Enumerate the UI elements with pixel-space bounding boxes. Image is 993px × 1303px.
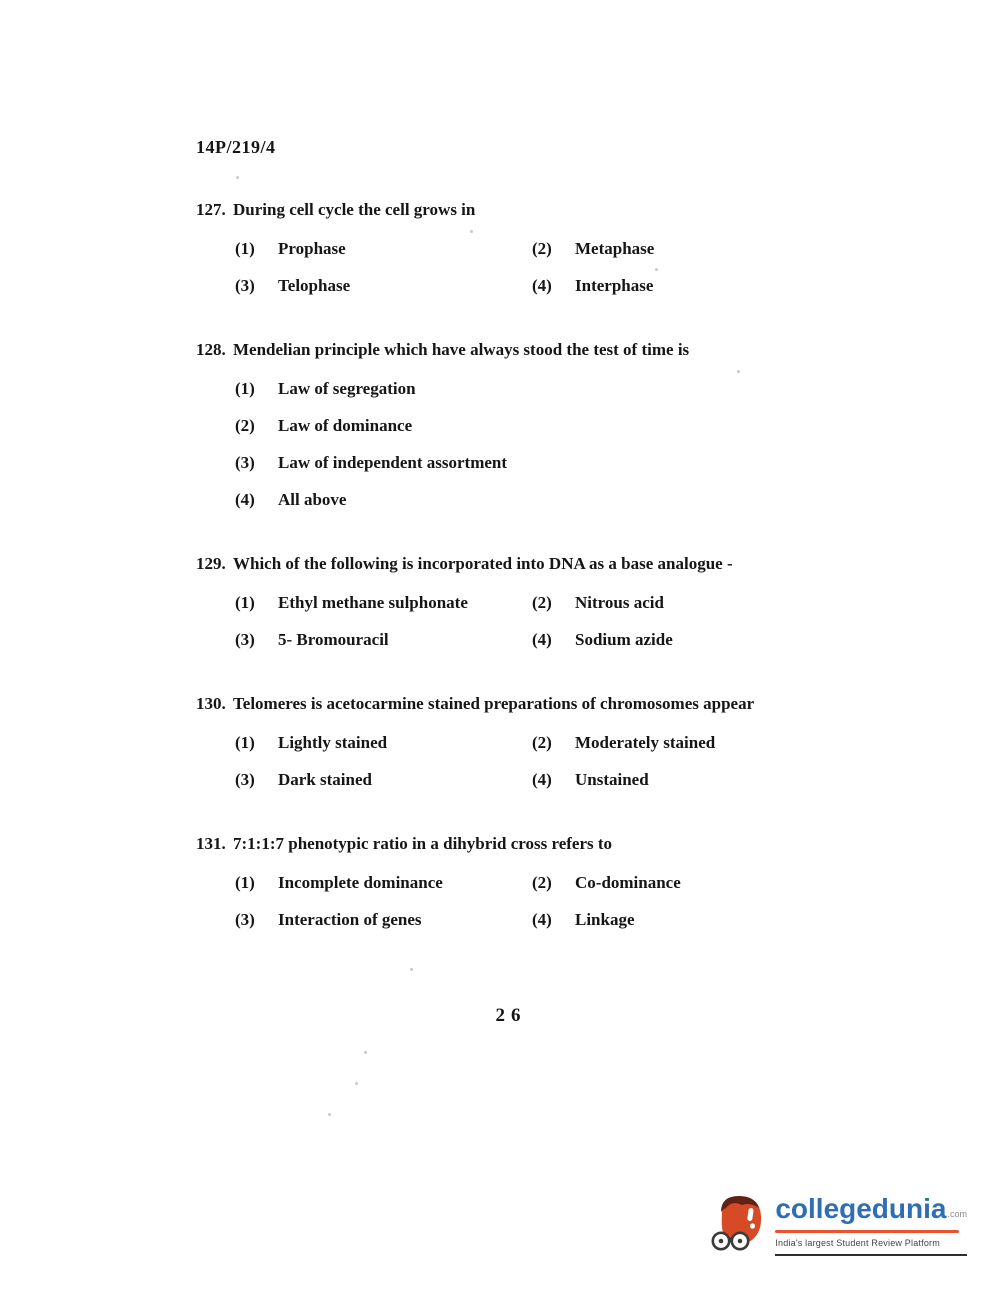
- options-list: [235, 584, 828, 658]
- option-label: (4): [532, 276, 552, 295]
- option-label: (3): [235, 453, 255, 472]
- option-label: (1): [235, 593, 255, 612]
- option-text: All above: [278, 490, 347, 509]
- option-4: [532, 761, 828, 798]
- question-130: [196, 692, 828, 798]
- option-text: Sodium azide: [575, 630, 673, 649]
- question-head: [196, 198, 828, 221]
- option-label: (3): [235, 276, 255, 295]
- option-label: (3): [235, 910, 255, 929]
- option-text: Law of segregation: [278, 379, 416, 398]
- option-1: [235, 584, 532, 621]
- option-2: [532, 584, 828, 621]
- option-3: [235, 444, 828, 481]
- option-3: [235, 901, 532, 938]
- option-text: Telophase: [278, 276, 351, 295]
- options-list: [235, 370, 828, 518]
- option-text: Ethyl methane sulphonate: [278, 593, 468, 612]
- options-list: [235, 864, 828, 938]
- logo-tagline: India's largest Student Review Platform: [775, 1238, 967, 1256]
- question-number: 131.: [196, 834, 226, 853]
- option-1: [235, 370, 828, 407]
- option-2: [532, 724, 828, 761]
- option-text: Interphase: [575, 276, 654, 295]
- option-text: 5- Bromouracil: [278, 630, 389, 649]
- page-number: 26: [495, 1005, 527, 1026]
- question-text: Which of the following is incorporated into DNA as a base analogue -: [233, 554, 733, 573]
- option-label: (2): [235, 416, 255, 435]
- logo-suffix: .com: [947, 1208, 967, 1219]
- scan-speck: [655, 268, 658, 271]
- option-label: (3): [235, 630, 255, 649]
- option-text: Metaphase: [575, 239, 655, 258]
- option-label: (1): [235, 873, 255, 892]
- question-131: [196, 832, 828, 938]
- question-128: [196, 338, 828, 518]
- option-text: Lightly stained: [278, 733, 388, 752]
- option-3: [235, 621, 532, 658]
- question-127: [196, 198, 828, 304]
- option-2: [532, 230, 828, 267]
- option-text: Prophase: [278, 239, 346, 258]
- option-text: Co-dominance: [575, 873, 681, 892]
- options-list: [235, 230, 828, 304]
- option-3: [235, 267, 532, 304]
- question-head: [196, 692, 828, 715]
- option-4: [532, 621, 828, 658]
- question-text: Mendelian principle which have always stood the test of time is: [233, 340, 690, 359]
- scan-speck: [355, 1082, 358, 1085]
- option-text: Dark stained: [278, 770, 372, 789]
- option-text: Incomplete dominance: [278, 873, 443, 892]
- option-text: Nitrous acid: [575, 593, 664, 612]
- question-number: 127.: [196, 200, 226, 219]
- option-label: (1): [235, 733, 255, 752]
- paper-code: 14P/219/4: [196, 137, 276, 157]
- question-text: 7:1:1:7 phenotypic ratio in a dihybrid cross refers to: [233, 834, 613, 853]
- option-label: (1): [235, 379, 255, 398]
- option-4: [532, 267, 828, 304]
- option-text: Unstained: [575, 770, 649, 789]
- option-text: Law of dominance: [278, 416, 413, 435]
- scan-speck: [470, 230, 473, 233]
- question-text: Telomeres is acetocarmine stained preparations of chromosomes appear: [233, 694, 755, 713]
- scan-speck: [236, 176, 239, 179]
- question-number: 129.: [196, 554, 226, 573]
- logo-wordmark: [775, 1194, 967, 1229]
- question-text: During cell cycle the cell grows in: [233, 200, 476, 219]
- option-label: (2): [532, 733, 552, 752]
- option-text: Moderately stained: [575, 733, 716, 752]
- scan-speck: [364, 1051, 367, 1054]
- option-label: (4): [235, 490, 255, 509]
- scan-speck: [410, 968, 413, 971]
- question-number: 128.: [196, 340, 226, 359]
- scan-speck: [328, 1113, 331, 1116]
- option-1: [235, 724, 532, 761]
- question-head: [196, 338, 828, 361]
- option-text: Interaction of genes: [278, 910, 422, 929]
- option-4: [235, 481, 828, 518]
- option-text: Linkage: [575, 910, 635, 929]
- option-3: [235, 761, 532, 798]
- option-label: (3): [235, 770, 255, 789]
- logo-name: collegedunia: [775, 1192, 947, 1224]
- option-2: [532, 864, 828, 901]
- collegedunia-mascot-icon: [708, 1192, 766, 1257]
- question-number: 130.: [196, 694, 226, 713]
- options-list: [235, 724, 828, 798]
- option-label: (2): [532, 593, 552, 612]
- option-4: [532, 901, 828, 938]
- questions-container: [196, 198, 828, 938]
- question-head: [196, 552, 828, 575]
- option-label: (2): [532, 239, 552, 258]
- option-text: Law of independent assortment: [278, 453, 508, 472]
- option-label: (4): [532, 910, 552, 929]
- option-1: [235, 864, 532, 901]
- logo-swoosh-underline: [775, 1230, 959, 1233]
- option-label: (1): [235, 239, 255, 258]
- collegedunia-logo: [708, 1192, 967, 1257]
- scan-speck: [737, 370, 740, 373]
- option-label: (2): [532, 873, 552, 892]
- question-head: [196, 832, 828, 855]
- option-label: (4): [532, 770, 552, 789]
- option-1: [235, 230, 532, 267]
- option-label: (4): [532, 630, 552, 649]
- logo-text-block: [775, 1194, 967, 1256]
- option-2: [235, 407, 828, 444]
- question-129: [196, 552, 828, 658]
